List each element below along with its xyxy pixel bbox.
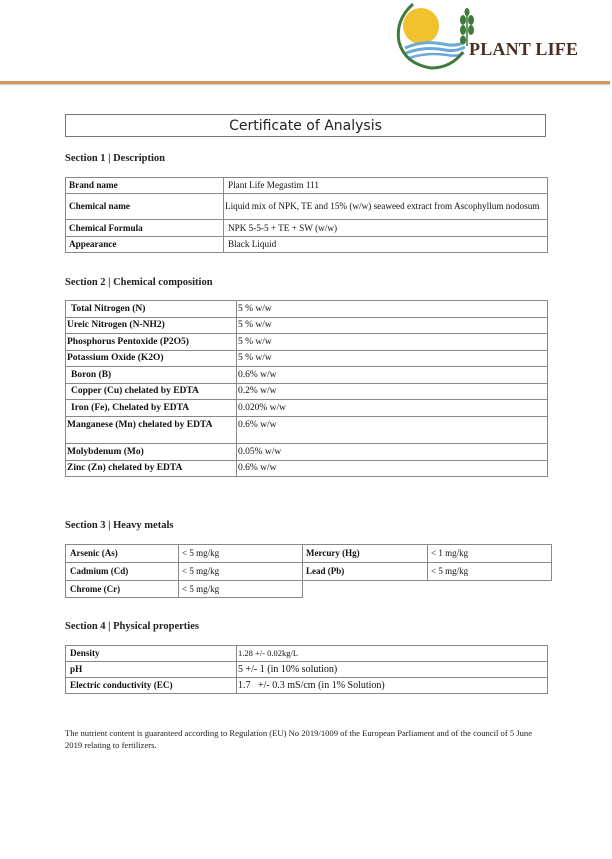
row-label: Chemical name [66,194,224,220]
physical-properties-table [65,645,548,694]
metal-label: Lead (Pb) [303,563,428,581]
row-value: 0.6% w/w [237,417,548,444]
row-label: Boron (B) [66,367,237,384]
row-label: Iron (Fe), Chelated by EDTA [66,400,237,417]
row-value: NPK 5-5-5 + TE + SW (w/w) [224,220,548,237]
row-value: Liquid mix of NPK, TE and 15% (w/w) seaweed extract from Ascophyllum nodosum [224,194,548,220]
table-row [66,334,548,351]
table-row [66,351,548,367]
table-row [66,444,548,461]
row-label: Density [66,646,237,662]
row-value: 0.020% w/w [237,400,548,417]
row-value: 1.7 +/- 0.3 mS/cm (in 1% Solution) [237,678,548,694]
table-row [66,301,548,318]
row-value: 0.6% w/w [237,461,548,477]
brand-name: PLANT LIFE [469,39,579,59]
row-value: 5 +/- 1 (in 10% solution) [237,662,548,678]
row-label: Phosphorus Pentoxide (P2O5) [66,334,237,351]
row-label: Brand name [66,178,224,194]
metal-label: Mercury (Hg) [303,545,428,563]
table-row [66,545,552,563]
document-title: Certificate of Analysis [65,114,546,137]
section2-heading: Section 2 | Chemical composition [65,277,213,288]
table-row [66,367,548,384]
row-label: Zinc (Zn) chelated by EDTA [66,461,237,477]
row-value: 0.2% w/w [237,384,548,400]
heavy-metals-table [65,544,552,598]
row-label: Potassium Oxide (K2O) [66,351,237,367]
regulation-note: The nutrient content is guaranteed according to Regulation (EU) No 2019/1009 of the European Parliament and of the council of 5 June 2019 relating to fertilizers. [65,728,533,750]
row-value: 1.28 +/- 0.02kg/L [237,646,548,662]
metal-label: Arsenic (As) [66,545,179,563]
row-value: 0.05% w/w [237,444,548,461]
row-value: 5 % w/w [237,301,548,318]
table-row [66,646,548,662]
row-label: pH [66,662,237,678]
composition-table [65,300,548,477]
table-row [66,237,548,253]
table-row [66,581,552,598]
metal-value: < 5 mg/kg [179,545,303,563]
row-value: 5 % w/w [237,318,548,334]
table-row [66,178,548,194]
section4-heading: Section 4 | Physical properties [65,621,199,632]
metal-value: < 5 mg/kg [428,563,552,581]
table-row [66,563,552,581]
table-row [66,417,548,444]
table-row [66,384,548,400]
section1-heading: Section 1 | Description [65,153,166,164]
row-value: Plant Life Megastim 111 [224,178,548,194]
section3-heading: Section 3 | Heavy metals [65,520,174,531]
row-value: 5 % w/w [237,351,548,367]
row-label: Ureic Nitrogen (N-NH2) [66,318,237,334]
metal-label: Cadmium (Cd) [66,563,179,581]
metal-value: < 5 mg/kg [179,563,303,581]
table-row [66,678,548,694]
description-table [65,177,548,253]
row-label: Manganese (Mn) chelated by EDTA [66,417,237,444]
table-row [66,220,548,237]
table-row [66,662,548,678]
row-label: Total Nitrogen (N) [66,301,237,318]
row-label: Appearance [66,237,224,253]
table-row [66,461,548,477]
row-value: Black Liquid [224,237,548,253]
row-label: Electric conductivity (EC) [66,678,237,694]
metal-value: < 1 mg/kg [428,545,552,563]
row-label: Molybdenum (Mo) [66,444,237,461]
row-label: Chemical Formula [66,220,224,237]
row-label: Copper (Cu) chelated by EDTA [66,384,237,400]
table-row [66,400,548,417]
row-value: 5 % w/w [237,334,548,351]
row-value: 0.6% w/w [237,367,548,384]
table-row [66,318,548,334]
table-row [66,194,548,220]
metal-value: < 5 mg/kg [179,581,303,598]
metal-label: Chrome (Cr) [66,581,179,598]
header-divider [0,81,610,84]
sun-icon [403,8,439,44]
